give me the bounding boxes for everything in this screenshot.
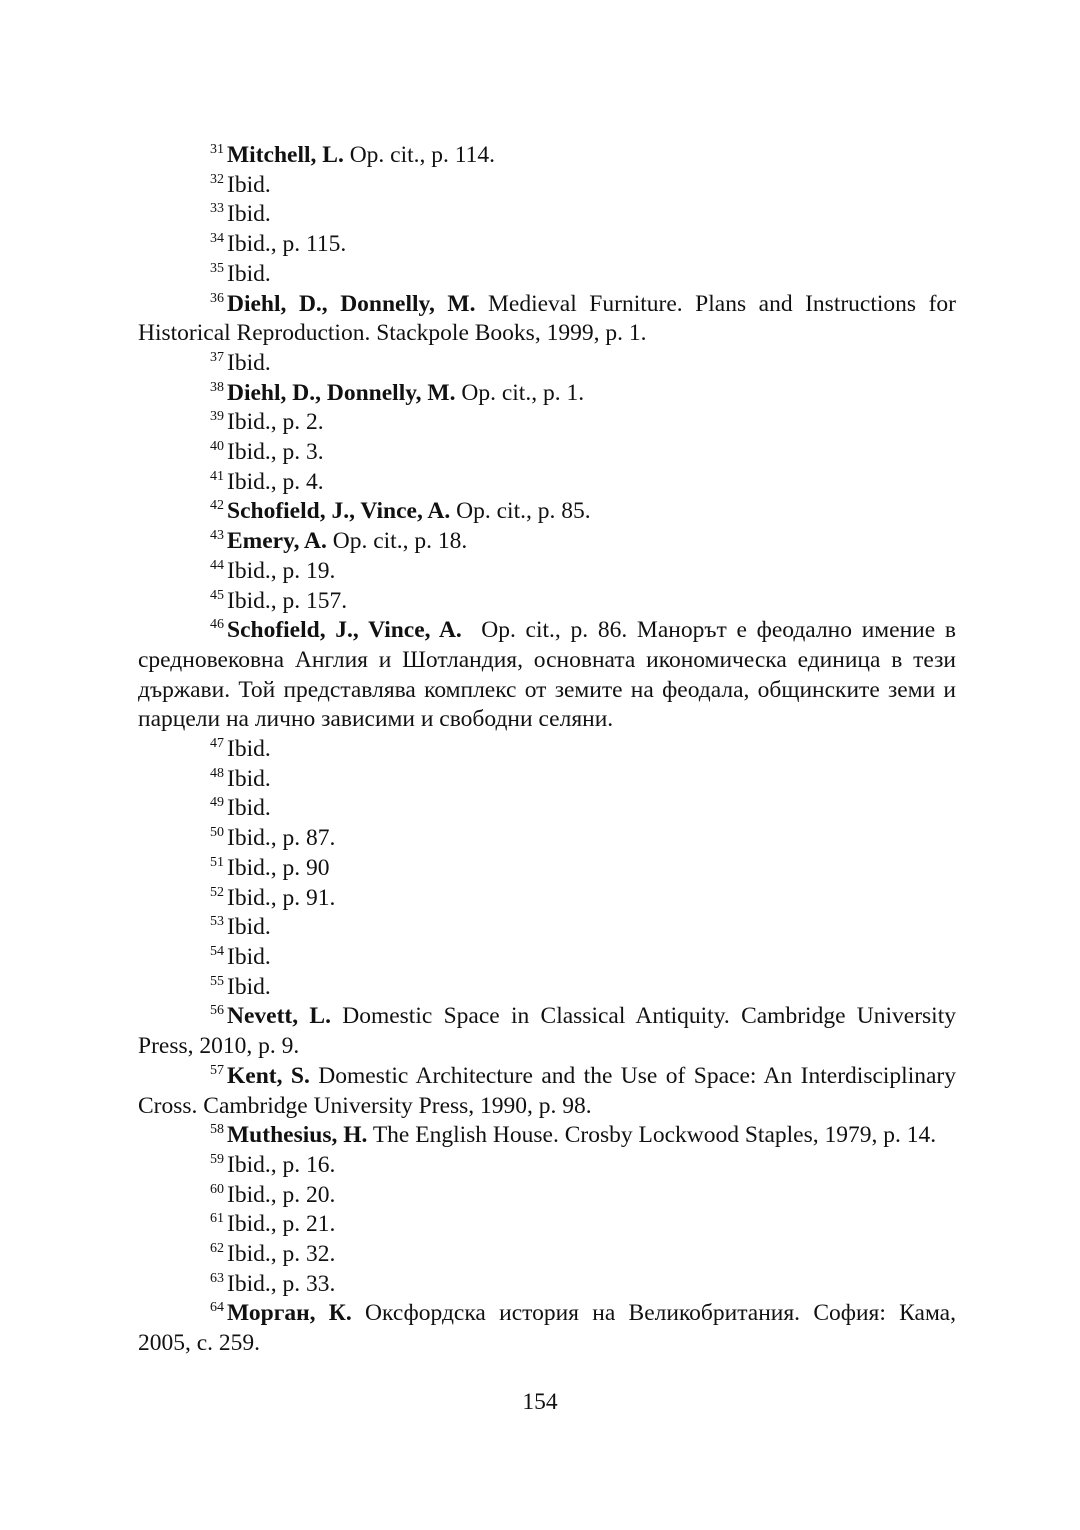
footnote-number: 58 — [210, 1122, 224, 1138]
footnote-45 — [138, 587, 956, 617]
footnote-text: Оксфордска история на Великобритания. София: Кама, 2005, с. 259. — [138, 1300, 962, 1357]
page-number: 154 — [522, 1389, 558, 1415]
footnote-text: Ibid. — [227, 795, 271, 822]
footnote-author: Kent, S. — [227, 1062, 310, 1089]
footnote-36 — [138, 290, 962, 349]
footnote-text: Medieval Furniture. Plans and Instructions for Historical Reproduction. Stackpole Books, 1999, p. 1. — [138, 290, 962, 347]
footnote-text: Ibid., p. 157. — [227, 587, 348, 614]
footnote-number: 44 — [210, 557, 224, 573]
footnote-64 — [138, 1299, 962, 1358]
footnote-text: Ibid. — [227, 973, 271, 1000]
footnote-author: Nevett, L. — [227, 1003, 331, 1030]
footnote-text: Op. cit., p. 1. — [455, 379, 585, 406]
footnote-text: Ibid., p. 91. — [227, 884, 336, 911]
footnote-number: 63 — [210, 1270, 224, 1286]
footnote-47 — [138, 735, 956, 765]
footnote-59 — [138, 1151, 956, 1181]
footnote-48 — [138, 765, 956, 795]
footnote-number: 48 — [210, 765, 224, 781]
footnote-number: 61 — [210, 1211, 224, 1227]
footnote-54 — [138, 943, 956, 973]
footnote-34 — [138, 230, 956, 260]
footnote-39 — [138, 408, 956, 438]
footnote-40 — [138, 438, 956, 468]
footnote-number: 46 — [210, 617, 224, 633]
footnote-32 — [138, 171, 956, 201]
footnote-number: 55 — [210, 973, 224, 989]
footnote-number: 52 — [210, 884, 224, 900]
footnote-52 — [138, 884, 956, 914]
footnote-42 — [138, 497, 956, 527]
footnote-55 — [138, 973, 956, 1003]
footnote-63 — [138, 1270, 956, 1300]
footnote-text: Ibid., p. 20. — [227, 1181, 336, 1208]
footnotes-list — [138, 141, 962, 1359]
footnote-number: 62 — [210, 1241, 224, 1257]
footnote-author: Diehl, D., Donnelly, M. — [227, 290, 476, 317]
footnote-text: Ibid., p. 32. — [227, 1241, 336, 1268]
footnote-46 — [138, 616, 962, 735]
footnote-number: 59 — [210, 1151, 224, 1167]
footnote-number: 38 — [210, 379, 224, 395]
footnote-number: 37 — [210, 349, 224, 365]
footnote-37 — [138, 349, 956, 379]
footnote-author: Muthesius, H. — [227, 1122, 368, 1149]
footnote-text: Op. cit., p. 86. Манорът е феодално имение в средновековна Англия и Шотландия, основната икономическа единица в тези държави. Той представлява комплекс от земите на феодала, общинските земи и парцели на лично зависими и свободни селяни. — [138, 617, 962, 733]
footnote-author: Emery, A. — [227, 528, 327, 555]
footnote-text: Ibid., p. 19. — [227, 557, 336, 584]
footnote-text: Ibid., p. 3. — [227, 439, 324, 466]
footnote-49 — [138, 794, 956, 824]
footnote-text: Ibid., p. 21. — [227, 1211, 336, 1238]
footnote-56 — [138, 1002, 962, 1061]
footnote-number: 50 — [210, 825, 224, 841]
footnote-number: 54 — [210, 943, 224, 959]
footnote-number: 40 — [210, 439, 224, 455]
footnote-41 — [138, 468, 956, 498]
footnote-number: 60 — [210, 1181, 224, 1197]
footnote-text: Ibid. — [227, 736, 271, 763]
footnote-33 — [138, 200, 956, 230]
footnote-number: 35 — [210, 260, 224, 276]
footnote-author: Mitchell, L. — [227, 142, 344, 168]
footnote-number: 53 — [210, 914, 224, 930]
footnote-text: Ibid. — [227, 943, 271, 970]
footnote-number: 56 — [210, 1003, 224, 1019]
footnote-number: 36 — [210, 290, 224, 306]
footnote-51 — [138, 854, 956, 884]
footnote-57 — [138, 1062, 962, 1121]
footnote-text: Op. cit., p. 114. — [343, 142, 496, 168]
footnote-author: Diehl, D., Donnelly, M. — [227, 379, 456, 406]
footnote-38 — [138, 379, 956, 409]
footnote-number: 47 — [210, 736, 224, 752]
footnote-text: Op. cit., p. 18. — [326, 528, 468, 555]
footnote-number: 51 — [210, 854, 224, 870]
footnote-number: 64 — [210, 1300, 224, 1316]
footnote-text: Ibid. — [227, 914, 271, 941]
footnote-text: Ibid. — [227, 171, 271, 198]
footnote-author: Schofield, J., Vince, A. — [227, 617, 462, 644]
footnote-text: Ibid. — [227, 349, 271, 376]
footnote-author: Морган, К. — [227, 1300, 352, 1327]
footnote-text: The English House. Crosby Lockwood Staples, 1979, p. 14. — [367, 1122, 937, 1149]
footnote-35 — [138, 260, 956, 290]
footnote-text: Ibid., p. 16. — [227, 1151, 336, 1178]
footnote-62 — [138, 1240, 956, 1270]
footnote-text: Ibid., p. 87. — [227, 825, 336, 852]
footnote-number: 39 — [210, 409, 224, 425]
footnote-text: Domestic Space in Classical Antiquity. Cambridge University Press, 2010, p. 9. — [138, 1003, 962, 1060]
footnote-43 — [138, 527, 956, 557]
footnote-text: Ibid. — [227, 201, 271, 228]
footnote-number: 31 — [210, 142, 224, 157]
footnote-number: 57 — [210, 1062, 224, 1078]
footnote-number: 41 — [210, 468, 224, 484]
footnote-number: 45 — [210, 587, 224, 603]
footnote-number: 34 — [210, 231, 224, 247]
footnote-text: Ibid. — [227, 765, 271, 792]
footnote-number: 43 — [210, 528, 224, 544]
footnote-number: 32 — [210, 171, 224, 187]
footnote-58 — [138, 1121, 956, 1151]
footnote-text: Ibid., p. 115. — [227, 231, 347, 258]
footnote-text: Ibid. — [227, 260, 271, 287]
footnote-60 — [138, 1181, 956, 1211]
footnote-53 — [138, 913, 956, 943]
footnote-text: Domestic Architecture and the Use of Space: An Interdisciplinary Cross. Cambridge University Press, 1990, p. 98. — [138, 1062, 962, 1119]
footnote-44 — [138, 557, 956, 587]
footnote-61 — [138, 1210, 956, 1240]
footnote-number: 49 — [210, 795, 224, 811]
footnote-50 — [138, 824, 956, 854]
footnote-text: Op. cit., p. 85. — [450, 498, 591, 525]
footnote-number: 42 — [210, 498, 224, 514]
footnote-text: Ibid., p. 4. — [227, 468, 324, 495]
footnote-text: Ibid., p. 2. — [227, 409, 324, 436]
footnote-text: Ibid., p. 90 — [227, 854, 330, 881]
footnote-number: 33 — [210, 201, 224, 217]
footnote-author: Schofield, J., Vince, A. — [227, 498, 451, 525]
footnote-31 — [138, 141, 956, 171]
footnote-text: Ibid., p. 33. — [227, 1270, 336, 1297]
